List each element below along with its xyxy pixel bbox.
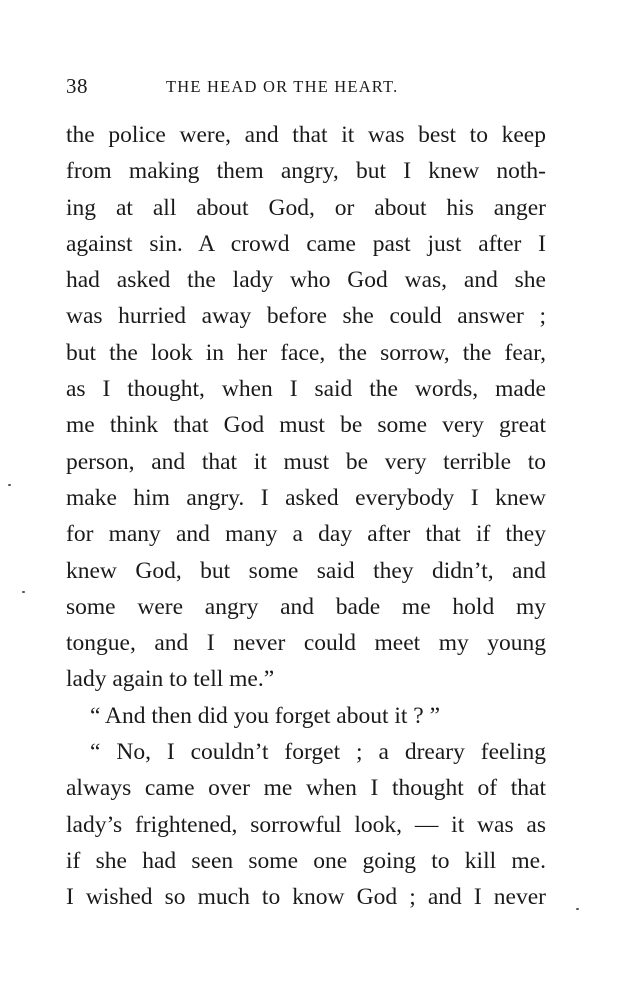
text-line: “ And then did you forget about it ? ”: [90, 702, 441, 729]
text-line: person, and that it must be very terrible to: [66, 448, 546, 475]
text-line: had asked the lady who God was, and she: [66, 267, 546, 294]
text-line: some were angry and bade me hold my: [66, 593, 546, 620]
text-line: as I thought, when I said the words, made: [66, 376, 546, 403]
text-line: against sin. A crowd came past just after I: [66, 230, 546, 257]
text-line: was hurried away before she could answer ;: [66, 303, 546, 330]
text-line: for many and many a day after that if they: [66, 521, 546, 548]
text-line: lady again to tell me.”: [66, 666, 275, 693]
text-line: tongue, and I never could meet my young: [66, 630, 546, 657]
text-line: from making them angry, but I knew noth-: [66, 158, 546, 185]
running-head: [66, 74, 546, 104]
text-line: “ No, I couldn’t forget ; a dreary feeling: [90, 739, 546, 766]
text-line: make him angry. I asked everybody I knew: [66, 484, 546, 511]
text-line: if she had seen some one going to kill me.: [66, 847, 546, 874]
text-line: always came over me when I thought of that: [66, 775, 546, 802]
text-line: knew God, but some said they didn’t, and: [66, 557, 546, 584]
text-line: the police were, and that it was best to keep: [66, 122, 546, 148]
page-number: 38: [66, 74, 88, 98]
paper-speck: [8, 484, 11, 486]
text-line: me think that God must be some very great: [66, 412, 546, 439]
body-text: [66, 117, 546, 916]
paper-speck: [576, 908, 579, 910]
text-line: ing at all about God, or about his anger: [66, 194, 546, 221]
paper-speck: [22, 591, 25, 593]
running-title: THE HEAD OR THE HEART.: [166, 77, 399, 96]
text-line: but the look in her face, the sorrow, the fear,: [66, 339, 546, 366]
text-line: lady’s frightened, sorrowful look, — it was as: [66, 811, 546, 838]
text-line: I wished so much to know God ; and I never: [66, 884, 546, 911]
